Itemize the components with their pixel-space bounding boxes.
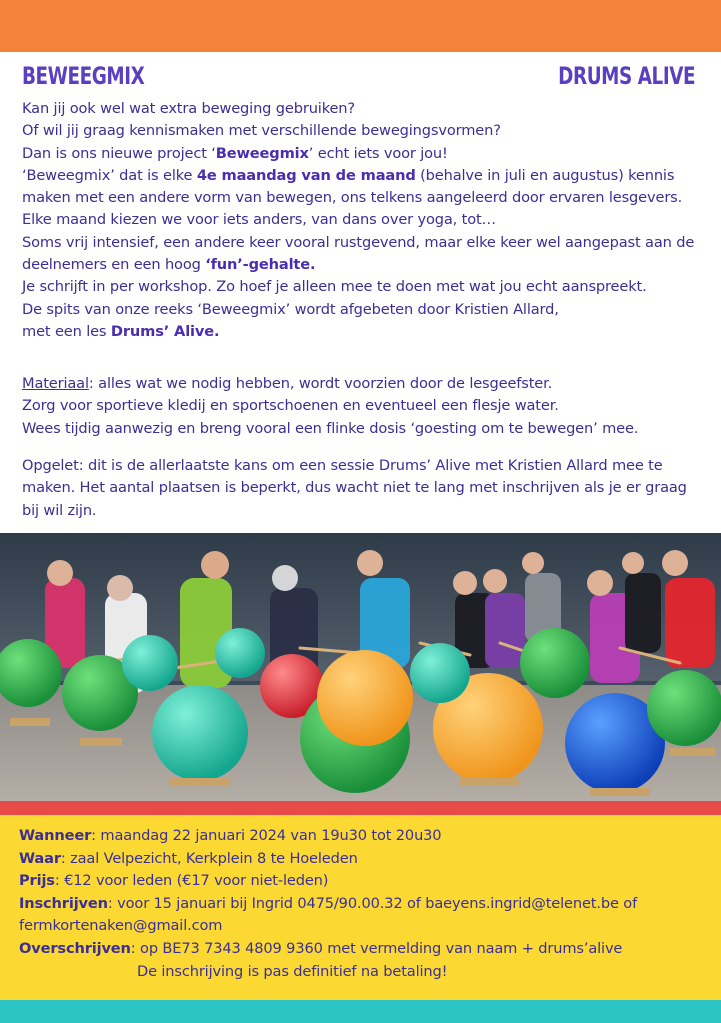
warning-line: maken. Het aantal plaatsen is beperkt, dus wacht niet te lang met inschrijven als je er graag bbox=[22, 479, 687, 497]
intro-line: met een les Drums’ Alive. bbox=[22, 322, 220, 340]
material-line: Wees tijdig aanwezig en breng vooral een flinke dosis ‘goesting om te bewegen’ mee. bbox=[22, 419, 639, 437]
warning-line: bij wil zijn. bbox=[22, 501, 97, 519]
red-divider-band bbox=[0, 801, 721, 815]
material-text bbox=[22, 373, 721, 440]
info-where: Waar: zaal Velpezicht, Kerkplein 8 te Hoeleden bbox=[19, 849, 358, 867]
info-price: Prijs: €12 voor leden (€17 voor niet-leden) bbox=[19, 872, 329, 890]
material-label: Materiaal bbox=[22, 375, 89, 392]
info-register: Inschrijven: voor 15 januari bij Ingrid 0475/90.00.32 of baeyens.ingrid@telenet.be of bbox=[19, 894, 638, 912]
intro-line: Soms vrij intensief, een andere keer vooral rustgevend, maar elke keer wel aangepast aan de bbox=[22, 233, 695, 251]
title-row bbox=[22, 62, 695, 94]
intro-line: maken met een andere vorm van bewegen, ons telkens aangeleerd door ervaren lesgevers. bbox=[22, 189, 683, 207]
material-line: Zorg voor sportieve kledij en sportschoenen en eventueel een flesje water. bbox=[22, 397, 559, 415]
warning-text bbox=[22, 455, 712, 522]
info-note: De inschrijving is pas definitief na betaling! bbox=[137, 962, 448, 980]
material-line: Materiaal: alles wat we nodig hebben, wordt voorzien door de lesgeefster. bbox=[22, 375, 553, 392]
drums-alive-photo bbox=[0, 533, 721, 801]
intro-line: Kan jij ook wel wat extra beweging gebruiken? bbox=[22, 100, 355, 117]
intro-line: Elke maand kiezen we voor iets anders, van dans over yoga, tot… bbox=[22, 211, 497, 229]
intro-line: ‘Beweegmix’ dat is elke 4e maandag van de maand (behalve in juli en augustus) kennis bbox=[22, 166, 675, 184]
warning-line: Opgelet: dit is de allerlaatste kans om een sessie Drums’ Alive met Kristien Allard mee te bbox=[22, 457, 663, 474]
intro-text bbox=[22, 98, 721, 343]
info-box bbox=[0, 815, 721, 1000]
intro-line: Of wil jij graag kennismaken met verschillende bewegingsvormen? bbox=[22, 122, 501, 140]
info-register-email: fermkortenaken@gmail.com bbox=[19, 917, 223, 935]
info-when: Wanneer: maandag 22 januari 2024 van 19u30 tot 20u30 bbox=[19, 827, 442, 844]
intro-line: De spits van onze reeks ‘Beweegmix’ wordt afgebeten door Kristien Allard, bbox=[22, 300, 559, 318]
intro-line: Dan is ons nieuwe project ‘Beweegmix’ echt iets voor jou! bbox=[22, 144, 448, 162]
page-subtitle: DRUMS ALIVE bbox=[558, 62, 695, 90]
page-title: BEWEEGMIX bbox=[22, 62, 145, 90]
info-transfer: Overschrijven: op BE73 7343 4809 9360 met vermelding van naam + drums’alive bbox=[19, 939, 623, 957]
intro-line: Je schrijft in per workshop. Zo hoef je alleen mee te doen met wat jou echt aanspreekt. bbox=[22, 278, 647, 296]
bottom-teal-band bbox=[0, 1000, 721, 1023]
top-orange-band bbox=[0, 0, 721, 52]
intro-line: deelnemers en een hoog ‘fun’-gehalte. bbox=[22, 256, 316, 274]
